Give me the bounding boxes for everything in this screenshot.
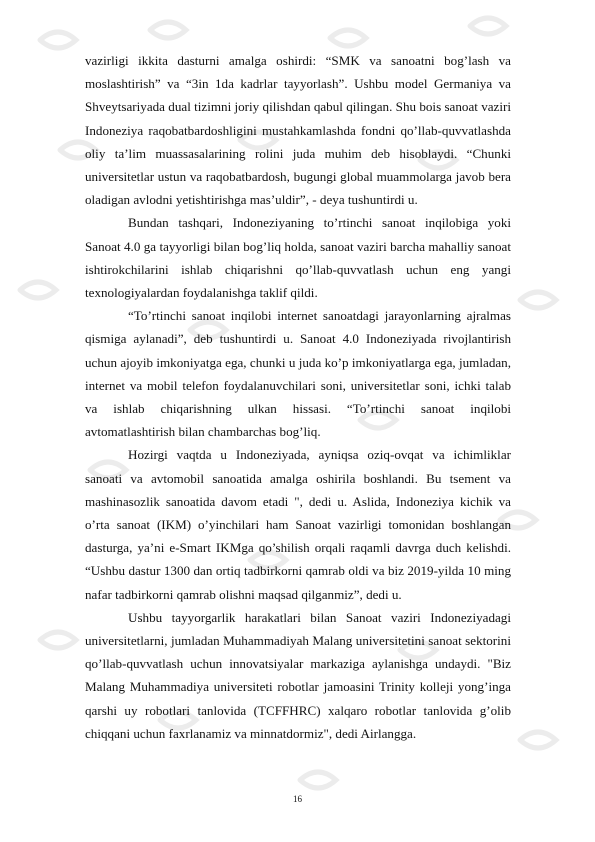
body-text	[85, 49, 511, 745]
paragraph-1: vazirligi ikkita dasturni amalga oshirdi: “SMK va sanoatni bog’lash va moslashtirish” va “3in 1da kadrlar tayyorlash”. Ushbu model Germaniya va Shveytsariyada dual tizimni joriy qilishdan qabul qilingan. Shu bois sanoat vaziri Indoneziya raqobatbardoshligini mustahkamlashda fondni qo’llab-quvvatlashda oliy ta’lim muassasalarining rolini juda muhim deb hisoblaydi. “Chunki universitetlar ustun va raqobatbardosh, bugungi global muammolarga javob bera oladigan avlodni yetishtirishga mas’uldir”, - deya tushuntirdi u.	[85, 53, 511, 208]
paragraph-4: Hozirgi vaqtda u Indoneziyada, ayniqsa oziq-ovqat va ichimliklar sanoati va avtomobil sanoatida amalga oshirila boshlandi. Bu tsement va mashinasozlik sanoatida davom etadi ", dedi u. Aslida, Indoneziya kichik va o’rta sanoat (IKM) o’yinchilari ham Sanoat vazirligi tomonidan boshlangan dasturga, ya’ni e-Smart IKMga qo’shilish orqali raqamli davrga duch kelishdi. “Ushbu dastur 1300 dan ortiq tadbirkorni qamrab oldi va biz 2019-yilda 10 ming nafar tadbirkorni qamrab olishni maqsad qilganmiz”, dedi u.	[85, 447, 511, 602]
paragraph-3: “To’rtinchi sanoat inqilobi internet sanoatdagi jarayonlarning ajralmas qismiga aylanadi”, deb tushuntirdi u. Sanoat 4.0 Indoneziyada rivojlantirish uchun ajoyib imkoniyatga ega, chunki u juda ko’p imkoniyatlarga ega, jumladan, internet va mobil telefon foydalanuvchilari soni, universitetlar soni, ichki talab va ishlab chiqarishning ulkan hissasi. “To’rtinchi sanoat inqilobi avtomatlashtirish bilan chambarchas bog’liq.	[85, 308, 511, 440]
paragraph-5: Ushbu tayyorgarlik harakatlari bilan Sanoat vaziri Indoneziyadagi universitetlarni, jumladan Muhammadiyah Malang universitetini sanoat sektorini qo’llab-quvvatlash uchun innovatsiyalar markaziga aylanishga undaydi. "Biz Malang Muhammadiya universiteti robotlar jamoasini Trinity kolleji yong’inga qarshi uy robotlari tanlovida (TCFFHRC) xalqaro robotlar tanlovida g’olib chiqqani uchun faxrlanamiz va minnatdormiz", dedi Airlangga.	[85, 609, 511, 741]
paragraph-2: Bundan tashqari, Indoneziyaning to’rtinchi sanoat inqilobiga yoki Sanoat 4.0 ga tayyorligi bilan bog’liq holda, sanoat vaziri barcha mahalliy sanoat ishtirokchilarini ishlab chiqarishni qo’llab-quvvatlash uchun eng yangi texnologiyalardan foydalanishga taklif qildi.	[85, 215, 511, 301]
page-number: 16	[293, 794, 302, 804]
